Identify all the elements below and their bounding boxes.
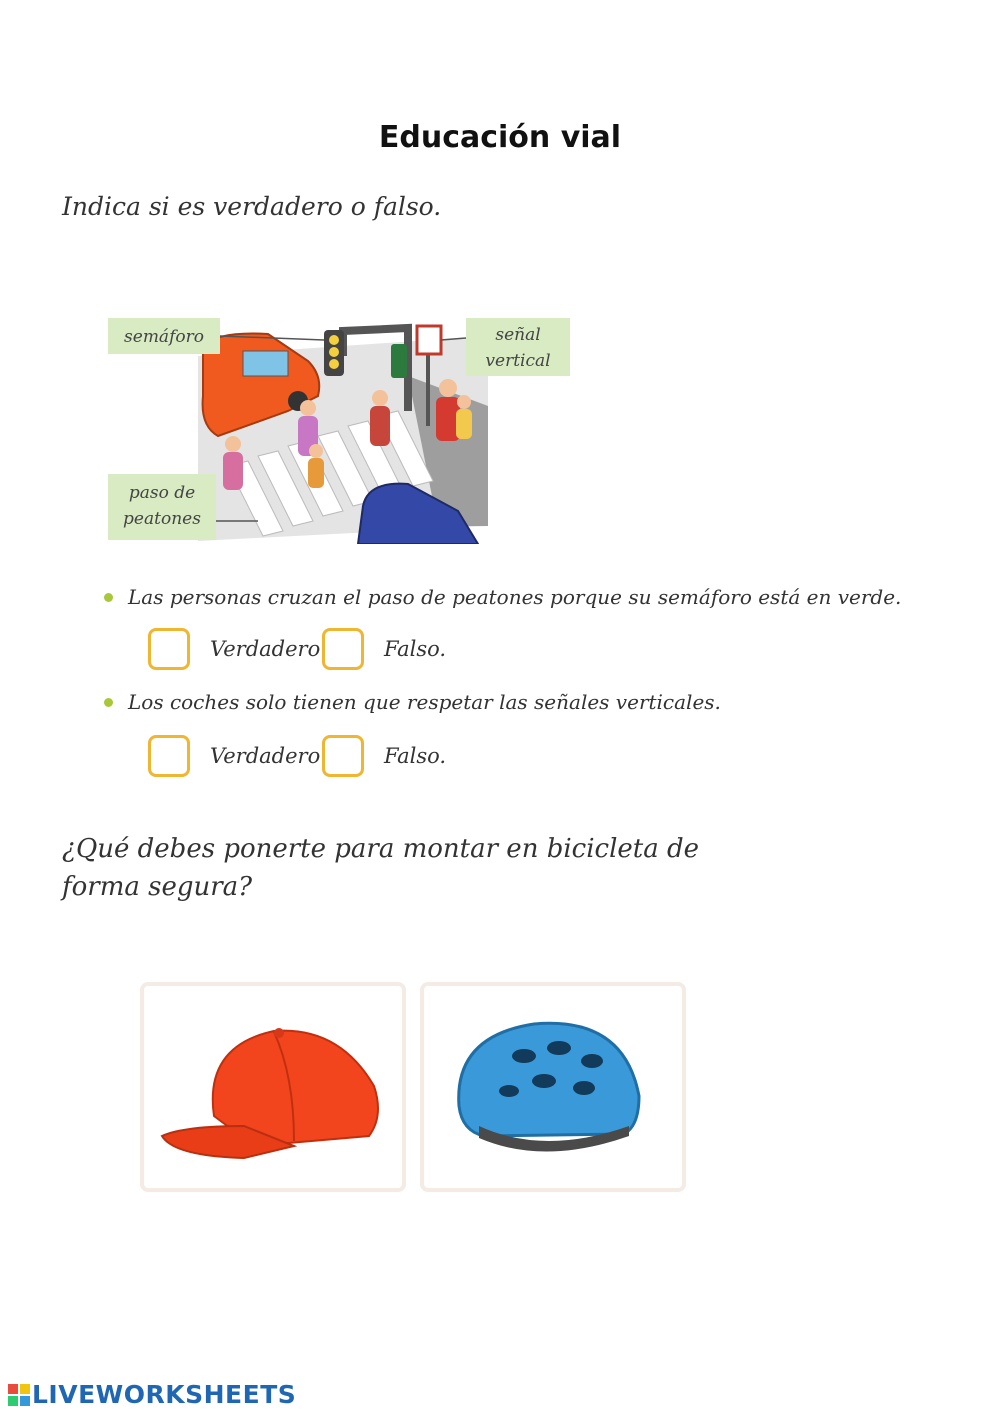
safety-question: ¿Qué debes ponerte para montar en bicicleta de forma segura?	[62, 834, 700, 902]
page-title: Educación vial	[378, 120, 622, 155]
crossing-scene-image	[108, 316, 578, 544]
bullet-dot	[104, 698, 113, 707]
label-paso-2: peatones	[123, 509, 201, 529]
liveworksheets-logo	[8, 1384, 30, 1406]
q1-true-label: Verdadero	[210, 637, 321, 661]
q2-false-label: Falso.	[384, 744, 447, 768]
cap-choice-card[interactable]	[140, 982, 406, 1192]
q1-false-label: Falso.	[384, 637, 447, 661]
helmet-choice-card[interactable]	[420, 982, 686, 1192]
label-semaforo: semáforo	[124, 327, 204, 347]
q1-true-checkbox[interactable]	[148, 628, 190, 670]
brand-footer[interactable]: LIVEWORKSHEETS	[32, 1380, 297, 1409]
road-illustration	[108, 316, 578, 544]
q2-false-checkbox[interactable]	[322, 735, 364, 777]
helmet-icon	[424, 986, 682, 1188]
question-2-text: Los coches solo tienen que respetar las señales verticales.	[128, 690, 721, 714]
q2-true-label: Verdadero	[210, 744, 321, 768]
brand-logo-icon	[8, 1384, 30, 1406]
bullet-dot	[104, 593, 113, 602]
cap-icon	[144, 986, 402, 1188]
label-senal-2: vertical	[485, 351, 551, 371]
label-senal-1: señal	[495, 325, 541, 345]
q2-true-checkbox[interactable]	[148, 735, 190, 777]
instruction: Indica si es verdadero o falso.	[62, 192, 442, 221]
label-paso-1: paso de	[128, 483, 196, 503]
q1-false-checkbox[interactable]	[322, 628, 364, 670]
question-1-text: Las personas cruzan el paso de peatones porque su semáforo está en verde.	[128, 585, 902, 609]
